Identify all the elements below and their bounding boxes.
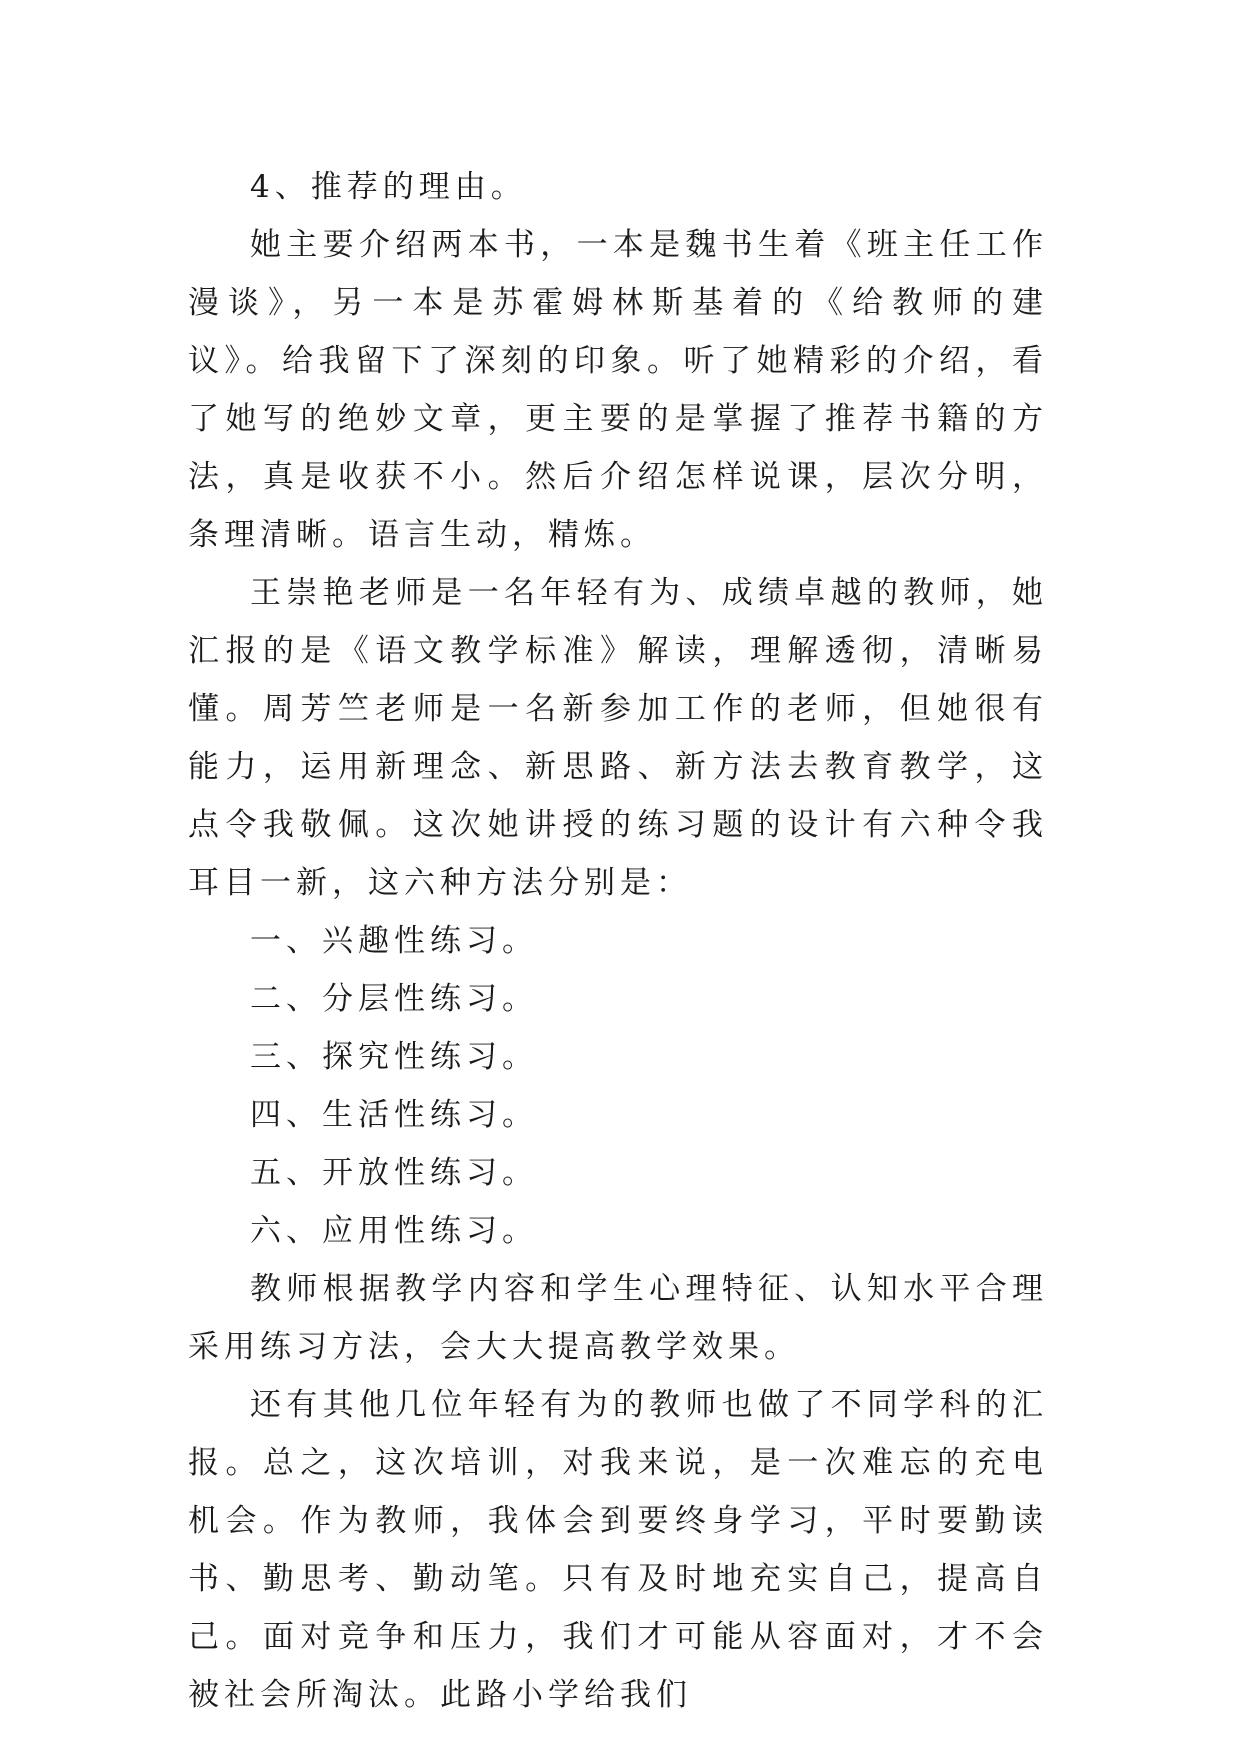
list-item-exercise-1: 一、兴趣性练习。 [250, 923, 538, 959]
list-item-exercise-5: 五、开放性练习。 [250, 1155, 538, 1191]
paragraph-book-introduction: 她主要介绍两本书，一本是魏书生着《班主任工作漫谈》，另一本是苏霍姆林斯基着的《给教师的建议》。给我留下了深刻的印象。听了她精彩的介绍，看了她写的绝妙文章，更主要的是掌握了推荐书籍的方法，真是收获不小。然后介绍怎样说课，层次分明，条理清晰。语言生动，精炼。 [188, 227, 1048, 553]
paragraph-recommend-reason: 4、推荐的理由。 [250, 169, 527, 205]
list-item-exercise-4: 四、生活性练习。 [250, 1097, 538, 1133]
paragraph-exercise-conclusion: 教师根据教学内容和学生心理特征、认知水平合理采用练习方法，会大大提高教学效果。 [188, 1271, 1048, 1365]
list-item-exercise-6: 六、应用性练习。 [250, 1213, 538, 1249]
list-item-exercise-3: 三、探究性练习。 [250, 1039, 538, 1075]
paragraph-summary: 还有其他几位年轻有为的教师也做了不同学科的汇报。总之，这次培训，对我来说，是一次难忘的充电机会。作为教师，我体会到要终身学习，平时要勤读书、勤思考、勤动笔。只有及时地充实自己，提高自己。面对竞争和压力，我们才可能从容面对，才不会被社会所淘汰。此路小学给我们 [188, 1387, 1048, 1713]
document-body [188, 158, 1048, 1724]
list-item-exercise-2: 二、分层性练习。 [250, 981, 538, 1017]
paragraph-teacher-reports: 王崇艳老师是一名年轻有为、成绩卓越的教师，她汇报的是《语文教学标准》解读，理解透彻，清晰易懂。周芳竺老师是一名新参加工作的老师，但她很有能力，运用新理念、新思路、新方法去教育教学，这点令我敬佩。这次她讲授的练习题的设计有六种令我耳目一新，这六种方法分别是： [188, 575, 1048, 901]
